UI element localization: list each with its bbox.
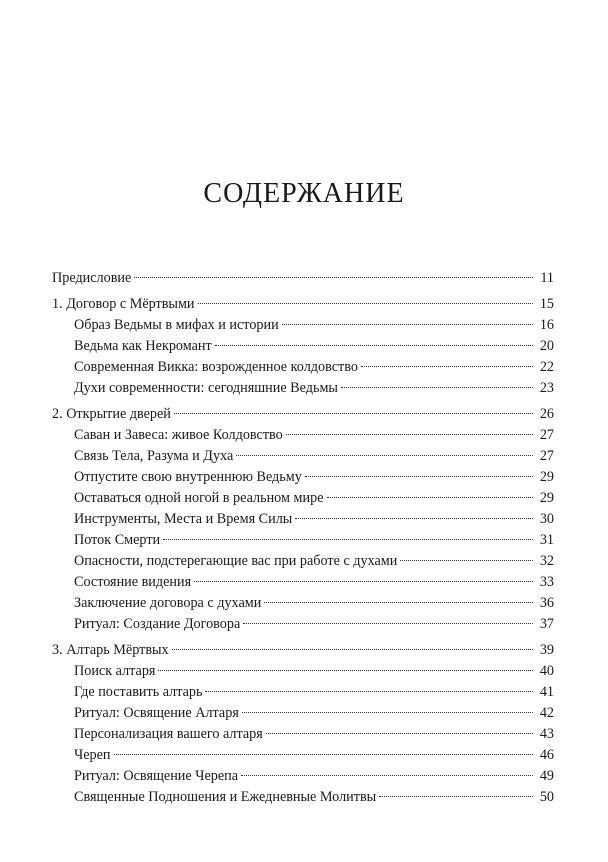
toc-entry-label: Ведьма как Некромант (74, 338, 212, 354)
dot-leader (236, 455, 533, 456)
toc-entry[interactable] (52, 703, 554, 724)
toc-entry-label: Современная Викка: возрожденное колдовство (74, 359, 358, 375)
toc-entry[interactable] (52, 488, 554, 509)
toc-entry-label: Отпустите свою внутреннюю Ведьму (74, 469, 302, 485)
toc-entry-page: 33 (539, 574, 554, 590)
toc-entry-page: 15 (539, 296, 554, 312)
toc-entry-label: Череп (74, 747, 111, 763)
toc-entry-page: 16 (539, 317, 554, 333)
toc-entry-page: 20 (539, 338, 554, 354)
toc-entry-page: 43 (539, 726, 554, 742)
toc-entry[interactable] (52, 425, 554, 446)
toc-entry[interactable] (52, 446, 554, 467)
toc-entry-page: 37 (539, 616, 554, 632)
toc-entry-page: 32 (539, 553, 554, 569)
dot-leader (266, 733, 533, 734)
toc-entry[interactable] (52, 336, 554, 357)
toc-entry-page: 36 (539, 595, 554, 611)
toc-entry[interactable] (52, 268, 554, 289)
toc-entry-page: 11 (540, 270, 554, 286)
toc-entry-page: 30 (539, 511, 554, 527)
toc-entry-label: Ритуал: Освящение Алтаря (74, 705, 239, 721)
toc-entry-label: Священные Подношения и Ежедневные Молитвы (74, 789, 377, 805)
toc-entry-page: 40 (539, 663, 554, 679)
dot-leader (286, 434, 533, 435)
toc-entry-label: Ритуал: Создание Договора (74, 616, 241, 632)
toc-entry[interactable] (52, 745, 554, 766)
dot-leader (174, 413, 533, 414)
toc-entry-label: Ритуал: Освящение Черепа (74, 768, 239, 784)
toc-entry-page: 41 (539, 684, 554, 700)
toc-entry-label: Персонализация вашего алтаря (74, 726, 263, 742)
table-of-contents (52, 268, 554, 808)
toc-entry-label: Связь Тела, Разума и Духа (74, 448, 234, 464)
toc-entry-page: 39 (539, 642, 554, 658)
toc-entry[interactable] (52, 682, 554, 703)
toc-entry-label: Образ Ведьмы в мифах и истории (74, 317, 279, 333)
toc-entry[interactable] (52, 614, 554, 635)
dot-leader (163, 539, 533, 540)
toc-entry[interactable] (52, 530, 554, 551)
dot-leader (194, 581, 533, 582)
dot-leader (379, 796, 533, 797)
dot-leader (243, 623, 533, 624)
dot-leader (295, 518, 533, 519)
toc-entry[interactable] (52, 551, 554, 572)
toc-entry[interactable] (52, 787, 554, 808)
toc-entry-page: 49 (539, 768, 554, 784)
toc-entry[interactable] (52, 467, 554, 488)
toc-entry-label: Оставаться одной ногой в реальном мире (74, 490, 324, 506)
toc-entry-page: 22 (539, 359, 554, 375)
toc-entry-label: Заключение договора с духами (74, 595, 262, 611)
dot-leader (114, 754, 533, 755)
dot-leader (134, 277, 533, 278)
dot-leader (282, 324, 533, 325)
dot-leader (158, 670, 533, 671)
toc-entry-label: Предисловие (52, 270, 132, 286)
toc-entry-page: 29 (539, 469, 554, 485)
dot-leader (205, 691, 533, 692)
toc-entry-page: 50 (539, 789, 554, 805)
toc-entry-label: Духи современности: сегодняшние Ведьмы (74, 380, 338, 396)
toc-entry[interactable] (52, 724, 554, 745)
toc-entry[interactable] (52, 766, 554, 787)
toc-entry-page: 23 (539, 380, 554, 396)
toc-entry-label: Опасности, подстерегающие вас при работе с духами (74, 553, 398, 569)
dot-leader (198, 303, 533, 304)
toc-entry[interactable] (52, 661, 554, 682)
toc-entry-label: Где поставить алтарь (74, 684, 203, 700)
toc-entry-label: 2. Открытие дверей (52, 406, 171, 422)
toc-entry-page: 26 (539, 406, 554, 422)
toc-entry-page: 27 (539, 427, 554, 443)
dot-leader (215, 345, 533, 346)
toc-entry[interactable] (52, 593, 554, 614)
toc-entry[interactable] (52, 357, 554, 378)
toc-entry-label: 3. Алтарь Мёртвых (52, 642, 169, 658)
toc-entry-page: 31 (539, 532, 554, 548)
toc-entry[interactable] (52, 315, 554, 336)
toc-entry[interactable] (52, 572, 554, 593)
toc-entry-label: 1. Договор с Мёртвыми (52, 296, 195, 312)
dot-leader (305, 476, 533, 477)
toc-entry[interactable] (52, 640, 554, 661)
toc-entry-label: Поток Смерти (74, 532, 161, 548)
dot-leader (341, 387, 533, 388)
dot-leader (241, 775, 533, 776)
page-title: СОДЕРЖАНИЕ (203, 178, 405, 209)
toc-entry-label: Саван и Завеса: живое Колдовство (74, 427, 283, 443)
dot-leader (172, 649, 533, 650)
toc-entry[interactable] (52, 404, 554, 425)
toc-entry[interactable] (52, 378, 554, 399)
toc-entry[interactable] (52, 294, 554, 315)
dot-leader (400, 560, 533, 561)
dot-leader (242, 712, 533, 713)
toc-entry-label: Инструменты, Места и Время Силы (74, 511, 293, 527)
toc-entry[interactable] (52, 509, 554, 530)
toc-entry-label: Поиск алтаря (74, 663, 156, 679)
toc-entry-page: 27 (539, 448, 554, 464)
dot-leader (361, 366, 533, 367)
toc-entry-page: 42 (539, 705, 554, 721)
dot-leader (327, 497, 534, 498)
toc-entry-page: 29 (539, 490, 554, 506)
toc-entry-page: 46 (539, 747, 554, 763)
toc-entry-label: Состояние видения (74, 574, 192, 590)
dot-leader (264, 602, 533, 603)
